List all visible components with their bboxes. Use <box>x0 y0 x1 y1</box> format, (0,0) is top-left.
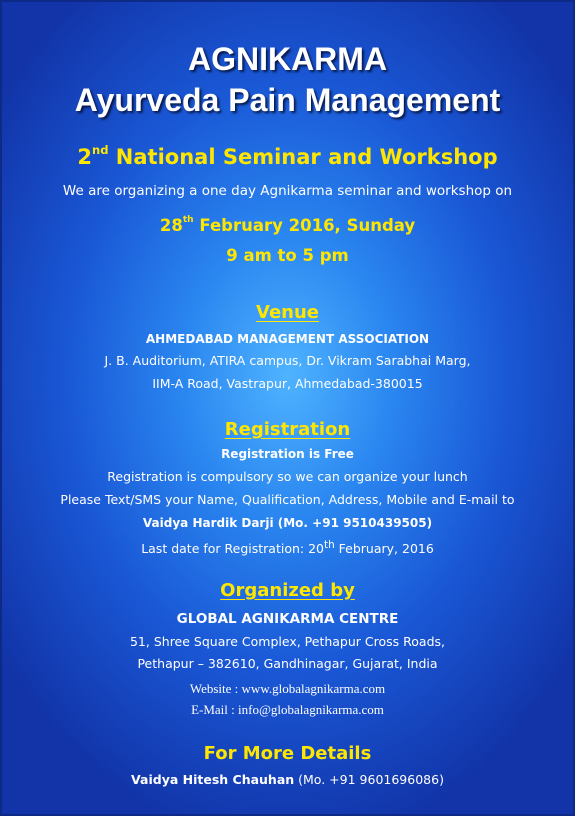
poster-title: AGNIKARMA <box>187 41 388 77</box>
organizer-heading: Organized by <box>220 580 355 601</box>
registration-contact: Vaidya Hardik Darji (Mo. +91 9510439505) <box>142 516 433 530</box>
more-details-heading: For More Details <box>203 743 372 764</box>
venue-name: AHMEDABAD MANAGEMENT ASSOCIATION <box>145 332 430 346</box>
organizer-address-line1: 51, Shree Square Complex, Pethapur Cross Roads, <box>129 634 445 649</box>
poster-subtitle: Ayurveda Pain Management <box>74 82 501 118</box>
last-date-prefix: Last date for Registration: 20 <box>141 541 324 557</box>
seminar-ordinal: 2 <box>77 145 92 169</box>
seminar-date <box>2 215 573 235</box>
organizer-name: GLOBAL AGNIKARMA CENTRE <box>176 611 399 627</box>
more-details-contact-phone: (Mo. +91 9601696086) <box>294 772 444 787</box>
organizer-email: E-Mail : info@globalagnikarma.com <box>191 702 384 717</box>
more-details-contact-name: Vaidya Hitesh Chauhan <box>131 772 295 787</box>
registration-compulsory: Registration is compulsory so we can organize your lunch <box>107 469 468 484</box>
last-date-rest: February, 2016 <box>334 541 434 557</box>
date-day: 28 <box>159 216 183 235</box>
organizer-address-line2: Pethapur – 382610, Gandhinagar, Gujarat, India <box>137 656 438 671</box>
seminar-heading-text: National Seminar and Workshop <box>108 145 498 169</box>
registration-last-date <box>2 540 573 556</box>
more-details-contact <box>2 774 573 787</box>
venue-address-line2: IIM-A Road, Vastrapur, Ahmedabad-380015 <box>152 376 423 391</box>
seminar-time: 9 am to 5 pm <box>226 246 349 265</box>
seminar-heading <box>2 143 573 169</box>
date-suffix: th <box>182 215 194 225</box>
seminar-ordinal-suffix: nd <box>91 143 109 157</box>
date-rest: February 2016, Sunday <box>193 216 416 235</box>
venue-address-line1: J. B. Auditorium, ATIRA campus, Dr. Vikram Sarabhai Marg, <box>104 353 471 368</box>
registration-heading: Registration <box>224 419 351 440</box>
organizer-website: Website : www.globalagnikarma.com <box>189 681 386 696</box>
last-date-suffix: th <box>324 539 335 551</box>
registration-free: Registration is Free <box>221 447 354 461</box>
venue-heading: Venue <box>256 302 319 323</box>
registration-instructions: Please Text/SMS your Name, Qualification, Address, Mobile and E-mail to <box>60 492 515 507</box>
seminar-intro: We are organizing a one day Agnikarma seminar and workshop on <box>62 183 513 199</box>
